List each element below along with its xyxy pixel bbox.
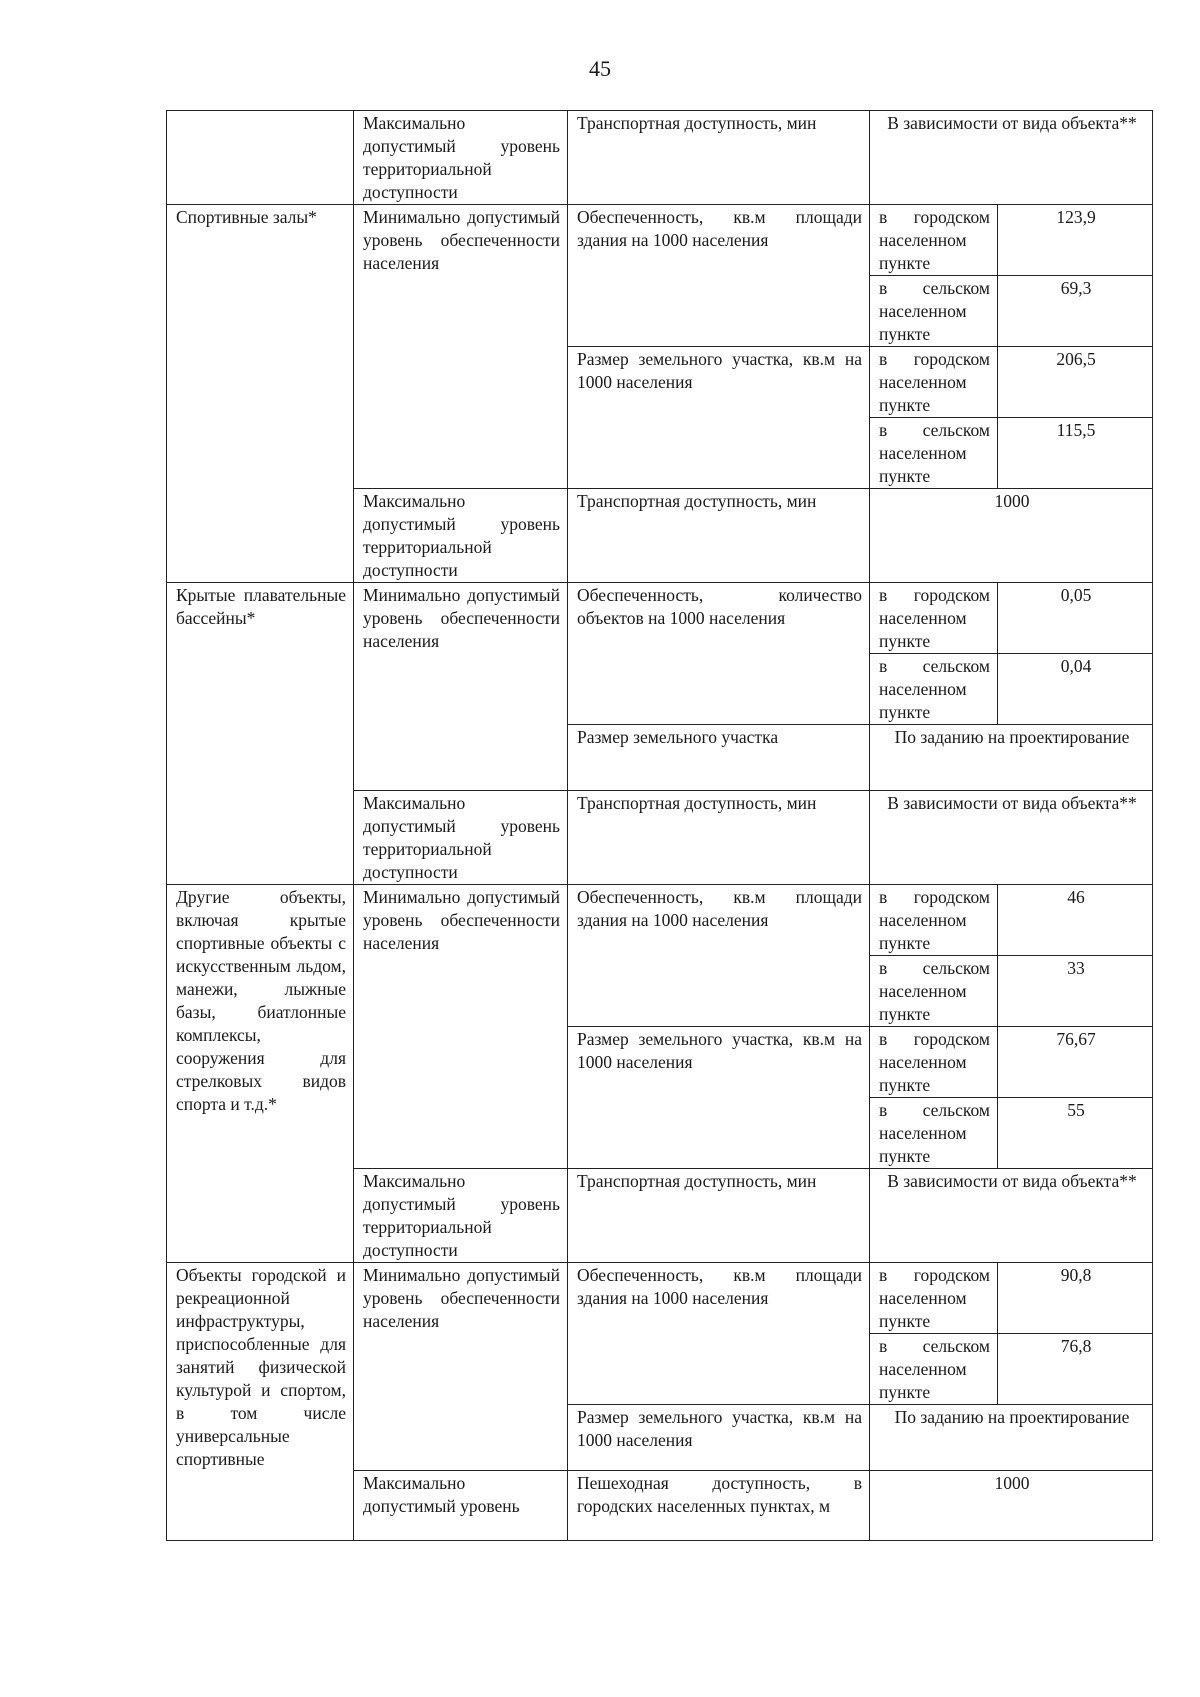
level-cell: Максимально допустимый уровень территориальной доступности bbox=[354, 1169, 568, 1263]
value-cell: По заданию на проектирование bbox=[870, 725, 1153, 791]
value-cell: 69,3 bbox=[998, 276, 1153, 347]
level-cell: Минимально допустимый уровень обеспеченности населения bbox=[354, 1263, 568, 1471]
value-cell: 1000 bbox=[870, 1471, 1153, 1541]
indicator-cell: Обеспеченность, кв.м площади здания на 1000 населения bbox=[568, 1263, 870, 1405]
value-cell: 76,67 bbox=[998, 1027, 1153, 1098]
object-cell: Крытые плавательные бассейны* bbox=[167, 583, 354, 885]
indicator-cell: Размер земельного участка, кв.м на 1000 населения bbox=[568, 347, 870, 489]
value-cell: 55 bbox=[998, 1098, 1153, 1169]
level-cell: Минимально допустимый уровень обеспеченности населения bbox=[354, 205, 568, 489]
value-cell: 33 bbox=[998, 956, 1153, 1027]
object-cell-empty bbox=[167, 111, 354, 205]
settlement-cell: в сельском населенном пункте bbox=[870, 418, 998, 489]
indicator-cell: Транспортная доступность, мин bbox=[568, 791, 870, 885]
settlement-cell: в сельском населенном пункте bbox=[870, 956, 998, 1027]
settlement-cell: в городском населенном пункте bbox=[870, 1027, 998, 1098]
indicator-cell: Транспортная доступность, мин bbox=[568, 489, 870, 583]
settlement-cell: в городском населенном пункте bbox=[870, 205, 998, 276]
value-cell: В зависимости от вида объекта** bbox=[870, 111, 1153, 205]
indicator-cell: Размер земельного участка bbox=[568, 725, 870, 791]
indicator-cell: Обеспеченность, кв.м площади здания на 1000 населения bbox=[568, 885, 870, 1027]
value-cell: 123,9 bbox=[998, 205, 1153, 276]
settlement-cell: в сельском населенном пункте bbox=[870, 654, 998, 725]
settlement-cell: в городском населенном пункте bbox=[870, 583, 998, 654]
table-row bbox=[167, 111, 1153, 205]
value-cell: 0,05 bbox=[998, 583, 1153, 654]
table-row bbox=[167, 1263, 1153, 1334]
level-cell: Максимально допустимый уровень территориальной доступности bbox=[354, 791, 568, 885]
table-row bbox=[167, 583, 1153, 654]
value-cell: В зависимости от вида объекта** bbox=[870, 791, 1153, 885]
value-cell: 46 bbox=[998, 885, 1153, 956]
page-number: 45 bbox=[589, 56, 611, 81]
settlement-cell: в сельском населенном пункте bbox=[870, 276, 998, 347]
level-cell: Максимально допустимый уровень bbox=[354, 1471, 568, 1541]
value-cell: 90,8 bbox=[998, 1263, 1153, 1334]
object-cell: Спортивные залы* bbox=[167, 205, 354, 583]
object-cell: Объекты городской и рекреационной инфраструктуры, приспособленные для занятий физической культурой и спортом, в том числе универсальные спортивные bbox=[167, 1263, 354, 1541]
value-cell: 1000 bbox=[870, 489, 1153, 583]
indicator-cell: Пешеходная доступность, в городских населенных пунктах, м bbox=[568, 1471, 870, 1541]
indicator-cell: Размер земельного участка, кв.м на 1000 населения bbox=[568, 1027, 870, 1169]
table-row bbox=[167, 885, 1153, 956]
table-row bbox=[167, 205, 1153, 276]
settlement-cell: в сельском населенном пункте bbox=[870, 1334, 998, 1405]
level-cell: Максимально допустимый уровень территориальной доступности bbox=[354, 111, 568, 205]
value-cell: 206,5 bbox=[998, 347, 1153, 418]
indicator-cell: Транспортная доступность, мин bbox=[568, 111, 870, 205]
level-cell: Минимально допустимый уровень обеспеченности населения bbox=[354, 583, 568, 791]
level-cell: Максимально допустимый уровень территориальной доступности bbox=[354, 489, 568, 583]
indicator-cell: Размер земельного участка, кв.м на 1000 населения bbox=[568, 1405, 870, 1471]
settlement-cell: в сельском населенном пункте bbox=[870, 1098, 998, 1169]
indicator-cell: Транспортная доступность, мин bbox=[568, 1169, 870, 1263]
indicator-cell: Обеспеченность, кв.м площади здания на 1000 населения bbox=[568, 205, 870, 347]
object-cell: Другие объекты, включая крытые спортивные объекты с искусственным льдом, манежи, лыжные базы, биатлонные комплексы, сооружения для стрелковых видов спорта и т.д.* bbox=[167, 885, 354, 1263]
value-cell: 0,04 bbox=[998, 654, 1153, 725]
value-cell: 76,8 bbox=[998, 1334, 1153, 1405]
indicator-cell: Обеспеченность, количество объектов на 1000 населения bbox=[568, 583, 870, 725]
norms-table bbox=[166, 110, 1153, 1541]
value-cell: По заданию на проектирование bbox=[870, 1405, 1153, 1471]
settlement-cell: в городском населенном пункте bbox=[870, 885, 998, 956]
value-cell: В зависимости от вида объекта** bbox=[870, 1169, 1153, 1263]
settlement-cell: в городском населенном пункте bbox=[870, 1263, 998, 1334]
value-cell: 115,5 bbox=[998, 418, 1153, 489]
settlement-cell: в городском населенном пункте bbox=[870, 347, 998, 418]
level-cell: Минимально допустимый уровень обеспеченности населения bbox=[354, 885, 568, 1169]
